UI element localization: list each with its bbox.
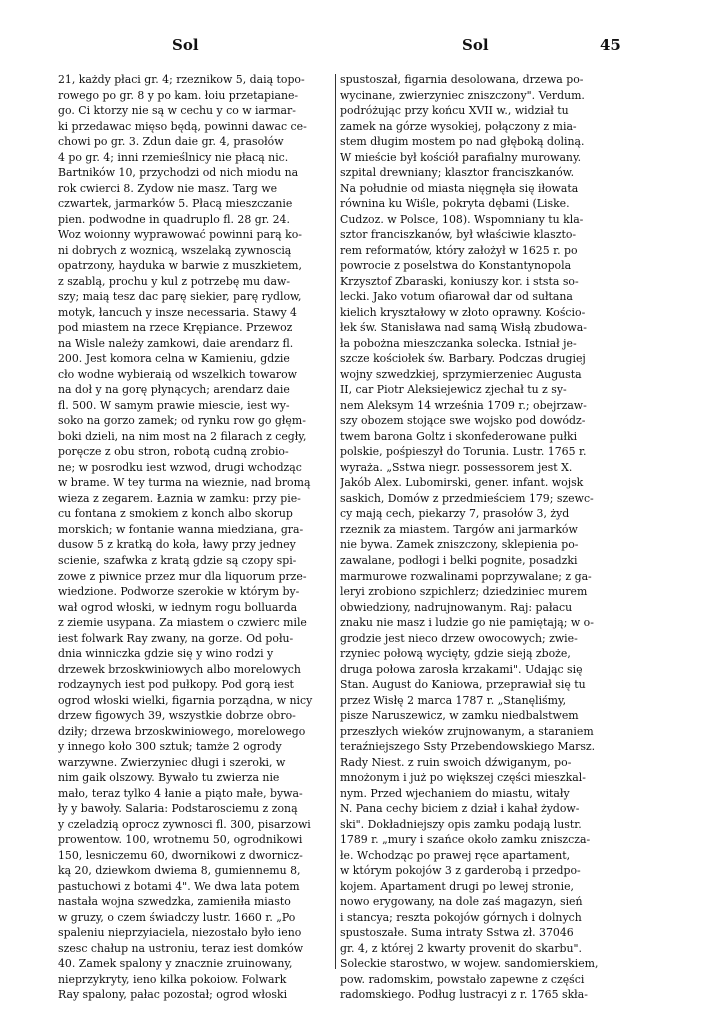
text-line: leryi zrobiono szpichlerz; dziedziniec murem [340, 585, 588, 599]
text-line: ne; w posrodku iest wzwod, drugi wchodząc [58, 460, 302, 474]
text-line: poręcze z obu stron, robotą cudną zrobio- [58, 445, 289, 459]
text-line: mało, teraz tylko 4 łanie a piąto małe, bywa- [58, 786, 303, 800]
text-line: obwiedziony, nadrujnowanym. Raj: pałacu [340, 600, 573, 614]
text-line: wieza z zegarem. Łaznia w zamku: przy pie- [58, 491, 301, 505]
text-line: wyraża. „Sstwa niegr. possessorem jest X. [340, 460, 573, 474]
text-line: scienie, szafwka z kratą gdzie są czopy spi- [58, 553, 297, 567]
text-line: druga połowa zarosła krzakami". Udając się [340, 662, 583, 676]
text-line: czwartek, jarmarków 5. Płacą mieszczanie [58, 197, 293, 211]
text-line: pod miastem na rzece Krępiance. Przewoz [58, 321, 293, 335]
text-line: prowentow. 100, wrotnemu 50, ogrodnikowi [58, 833, 303, 847]
text-line: z szablą, prochu y kul z potrzebę mu daw- [58, 274, 291, 288]
text-line: nym. Przed wjechaniem do miastu, witały [340, 786, 570, 800]
text-line: pien. podwodne in quadruplo fl. 28 gr. 24. [58, 212, 290, 226]
text-line: wycinane, zwierzyniec zniszczony". Verdum. [340, 88, 585, 102]
text-line: nim gaik olszowy. Bywało tu zwierza nie [58, 771, 280, 785]
text-line: y innego koło 300 sztuk; tamże 2 ogrody [58, 740, 282, 754]
text-line: soko na gorzo zamek; od rynku row go głęm- [58, 414, 306, 428]
left-column [58, 72, 331, 1003]
text-columns [58, 72, 628, 1002]
text-line: w którym pokojów 3 z garderobą i przedpo- [340, 864, 581, 878]
text-line: cu fontana z smokiem z konch albo skorup [58, 507, 293, 521]
text-line: nastała wojna szwedzka, zamieniła miasto [58, 895, 291, 909]
text-line: zamek na górze wysokiej, połączony z mia- [340, 119, 577, 133]
text-line: twem barona Goltz i skonfederowane pułki [340, 429, 578, 443]
text-line: szesc chałup na ustroniu, teraz iest domków [58, 941, 304, 955]
text-line: dziły; drzewa brzoskwiniowego, morelowego [58, 724, 306, 738]
text-line: boki dzieli, na nim most na 2 filarach z cegły, [58, 429, 307, 443]
text-line: rodzaynych iest pod pułkopy. Pod gorą iest [58, 678, 294, 692]
text-line: spustoszał, figarnia desolowana, drzewa po- [340, 73, 584, 86]
text-line: przeszłych wieków zrujnowanym, a staraniem [340, 724, 594, 738]
text-line: spustoszałe. Suma intraty Sstwa zł. 37046 [340, 926, 574, 940]
text-line: ką 20, dziewkom dwiema 8, gumiennemu 8, [58, 864, 301, 878]
text-line: w gruzy, o czem świadczy lustr. 1660 r. „Po [58, 910, 296, 924]
page-header [0, 36, 720, 56]
text-line: równina ku Wiśle, pokryta dębami (Liske. [340, 197, 570, 211]
text-line: rem reformatów, który założył w 1625 r. po [340, 243, 578, 257]
text-line: na doł y na gorę płynących; arendarz daie [58, 383, 290, 397]
text-line: 4 po gr. 4; inni rzemieślnicy nie płacą nic. [58, 150, 289, 164]
text-line: cło wodne wybieraią od wszelkich towarow [58, 367, 297, 381]
text-line: nieprzykryty, ieno kilka pokoiow. Folwark [58, 972, 287, 986]
text-line: szy obozem stojące swe wojsko pod dowódz- [340, 414, 586, 428]
text-line: gr. 4, z której 2 kwarty provenit do skarbu". [340, 941, 582, 955]
text-line: z ziemie usypana. Za miastem o czwierc mile [58, 616, 307, 630]
text-line: saskich, Domów z przedmieściem 179; szewc- [340, 491, 594, 505]
text-line: 200. Jest komora celna w Kamieniu, gdzie [58, 352, 290, 366]
text-line: dnia winniczka gdzie się y wino rodzi y [58, 647, 274, 661]
text-line: spaleniu nieprzyiaciela, niezostało było ieno [58, 926, 302, 940]
text-line: przez Wisłę 2 marca 1787 r. „Stanęliśmy, [340, 693, 567, 707]
text-line: opatrzony, hayduka w barwie z muszkietem, [58, 259, 302, 273]
text-line: rowego po gr. 8 y po kam. łoiu przetapiane- [58, 88, 299, 102]
text-line: N. Pana cechy biciem z dział i kahał żydow- [340, 802, 580, 816]
text-line: ła pobożna mieszczanka solecka. Istniał je- [340, 336, 577, 350]
text-line: stem długim mostem po nad głęboką doliną. [340, 135, 585, 149]
text-line: wiedzione. Podworze szerokie w którym by- [58, 585, 300, 599]
page-number: 45 [600, 36, 621, 54]
text-line: Jakób Alex. Lubomirski, gener. infant. wojsk [340, 476, 584, 490]
text-line: podróżując przy końcu XVII w., widział tu [340, 104, 569, 118]
text-line: Cudzoz. w Polsce, 108). Wspomniany tu kla- [340, 212, 584, 226]
text-line: zawalane, podłogi i belki pognite, posadzki [340, 553, 578, 567]
text-line: szcze kościołek św. Barbary. Podczas drugiej [340, 352, 586, 366]
text-line: 21, każdy płaci gr. 4; rzeznikow 5, daią topo- [58, 73, 305, 86]
text-line: kojem. Apartament drugi po lewej stronie, [340, 879, 575, 893]
text-line: łek św. Stanisława nad samą Wisłą zbudowa- [340, 321, 587, 335]
text-line: chowi po gr. 3. Zdun daie gr. 4, prasołów [58, 135, 284, 149]
text-line: nem Aleksym 14 września 1709 r.; obejrzaw- [340, 398, 587, 412]
text-line: ski". Dokładniejszy opis zamku podają lustr. [340, 817, 582, 831]
text-line: i stancya; reszta pokojów górnych i dolnych [340, 910, 582, 924]
text-line: rok cwierci 8. Zydow nie masz. Targ we [58, 181, 278, 195]
text-line: rzyniec połową wycięty, gdzie sieją zboże, [340, 647, 571, 661]
text-line: pisze Naruszewicz, w zamku niedbalstwem [340, 709, 579, 723]
text-line: Soleckie starostwo, w wojew. sandomierskiem, [340, 957, 599, 971]
right-column [340, 72, 613, 1003]
text-line: na Wisle należy zamkowi, daie arendarz fl. [58, 336, 294, 350]
text-line: Stan. August do Kaniowa, przeprawiał się tu [340, 678, 586, 692]
running-head-left: Sol [172, 36, 199, 54]
text-line: Na południe od miasta nięgnęła się iłowata [340, 181, 579, 195]
text-line: 150, lesniczemu 60, dwornikowi z dwornicz- [58, 848, 303, 862]
text-line: zowe z piwnice przez mur dla liquorum prze- [58, 569, 307, 583]
text-line: go. Ci ktorzy nie są w cechu y co w iarmar- [58, 104, 296, 118]
text-line: iest folwark Ray zwany, na gorze. Od połu- [58, 631, 294, 645]
running-head-right: Sol [462, 36, 489, 54]
text-line: Woz woionny wyprawować powinni parą ko- [58, 228, 302, 242]
text-line: 1789 r. „mury i szańce około zamku zniszcza- [340, 833, 591, 847]
text-line: dusow 5 z kratką do koła, ławy przy jedney [58, 538, 296, 552]
text-line: kielich kryształowy w złoto oprawny. Kościo- [340, 305, 586, 319]
text-line: marmurowe rozwalinami poprzywalane; z ga- [340, 569, 592, 583]
text-line: fl. 500. W samym prawie miescie, iest wy- [58, 398, 290, 412]
text-line: nowo erygowany, na dole zaś magazyn, sień [340, 895, 583, 909]
text-line: motyk, łancuch y insze necessaria. Stawy 4 [58, 305, 297, 319]
text-line: ły y bawoły. Salaria: Podstarosciemu z zoną [58, 802, 298, 816]
text-line: Ray spalony, pałac pozostał; ogrod włoski [58, 988, 288, 1002]
text-line: łe. Wchodząc po prawej ręce apartament, [340, 848, 571, 862]
text-line: teraźniejszego Ssty Przebendowskiego Marsz. [340, 740, 596, 754]
text-line: ni dobrych z woznicą, wszelaką zywnoscią [58, 243, 292, 257]
text-line: cy mają cech, piekarzy 7, prasołów 3, żyd [340, 507, 570, 521]
text-line: w brame. W tey turma na wieznie, nad bromą [58, 476, 311, 490]
text-line: wał ogrod włoski, w iednym rogu bolluarda [58, 600, 298, 614]
text-line: 40. Zamek spalony y znacznie zruinowany, [58, 957, 293, 971]
text-line: y czeladzią oprocz zywnosci fl. 300, pisarzowi [58, 817, 311, 831]
text-line: Rady Niest. z ruin swoich dźwiganym, po- [340, 755, 572, 769]
text-line: warzywne. Zwierzyniec długi i szeroki, w [58, 755, 286, 769]
text-line: polskie, pośpieszył do Torunia. Lustr. 1765 r. [340, 445, 587, 459]
text-line: W mieście był kościół parafialny murowany. [340, 150, 582, 164]
text-line: znaku nie masz i ludzie go nie pamiętają; w o- [340, 616, 594, 630]
text-line: pow. radomskim, powstało zapewne z części [340, 972, 585, 986]
text-line: szy; maią tesz dac parę siekier, parę rydlow, [58, 290, 302, 304]
text-line: radomskiego. Podług lustracyi z r. 1765 skła- [340, 988, 588, 1002]
text-line: wojny szwedzkiej, sprzymierzeniec Augusta [340, 367, 582, 381]
text-line: Bartników 10, przychodzi od nich miodu na [58, 166, 299, 180]
text-line: grodzie jest nieco drzew owocowych; zwie- [340, 631, 578, 645]
text-line: Krzysztof Zbaraski, koniuszy kor. i ststa so- [340, 274, 579, 288]
text-line: ogrod włoski wielki, figarnia porządna, w nicy [58, 693, 313, 707]
text-line: mnożonym i już po większej części mieszkal- [340, 771, 586, 785]
text-line: lecki. Jako votum ofiarował dar od sułtana [340, 290, 573, 304]
text-line: sztor franciszkanów, był właściwie klaszto- [340, 228, 577, 242]
text-line: drzew figowych 39, wszystkie dobrze obro- [58, 709, 296, 723]
text-line: szpital drewniany; klasztor franciszkanów. [340, 166, 575, 180]
text-line: morskich; w fontanie wanna miedziana, gra- [58, 522, 304, 536]
text-line: nie bywa. Zamek zniszczony, sklepienia po- [340, 538, 579, 552]
text-line: ki przedawac mięso będą, powinni dawac ce- [58, 119, 307, 133]
text-line: II, car Piotr Aleksiejewicz zjechał tu z sy- [340, 383, 567, 397]
column-divider [335, 74, 336, 969]
text-line: powrocie z poselstwa do Konstantynopola [340, 259, 572, 273]
text-line: rzeznik za miastem. Targów ani jarmarków [340, 522, 578, 536]
text-line: drzewek brzoskwiniowych albo morelowych [58, 662, 301, 676]
text-line: pastuchowi z botami 4". We dwa lata potem [58, 879, 300, 893]
